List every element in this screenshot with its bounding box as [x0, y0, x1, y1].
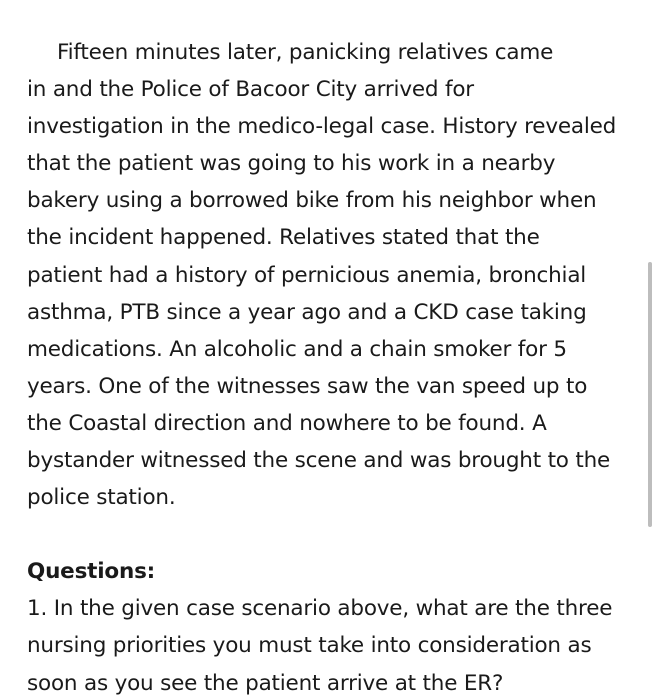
paragraph-line: the incident happened. Relatives stated that the — [27, 225, 540, 251]
scrollbar[interactable] — [648, 262, 652, 527]
question-line: soon as you see the patient arrive at the ER? — [27, 670, 504, 696]
questions-section — [27, 553, 632, 700]
paragraph-line: years. One of the witnesses saw the van speed up to — [27, 373, 588, 399]
paragraph-spacer — [27, 516, 632, 553]
document-body — [27, 34, 632, 700]
questions-heading: Questions: — [27, 559, 156, 585]
paragraph-line: asthma, PTB since a year ago and a CKD case taking — [27, 299, 587, 325]
paragraph-line: the Coastal direction and nowhere to be found. A — [27, 410, 547, 436]
paragraph-line: Fifteen minutes later, panicking relatives came — [57, 40, 554, 65]
case-paragraph — [27, 34, 632, 516]
paragraph-line: medications. An alcoholic and a chain smoker for 5 — [27, 336, 567, 362]
paragraph-line: that the patient was going to his work in a nearby — [27, 151, 556, 177]
paragraph-line: bakery using a borrowed bike from his neighbor when — [27, 188, 597, 214]
paragraph-line: in and the Police of Bacoor City arrived for — [27, 77, 474, 103]
paragraph-line: investigation in the medico-legal case. History revealed — [27, 114, 617, 140]
paragraph-line: police station. — [27, 485, 176, 511]
paragraph-line: patient had a history of pernicious anemia, bronchial — [27, 262, 587, 288]
paragraph-line: bystander witnessed the scene and was brought to the — [27, 448, 611, 474]
question-line: 1. In the given case scenario above, what are the three — [27, 596, 613, 622]
question-line: nursing priorities you must take into consideration as — [27, 633, 592, 659]
